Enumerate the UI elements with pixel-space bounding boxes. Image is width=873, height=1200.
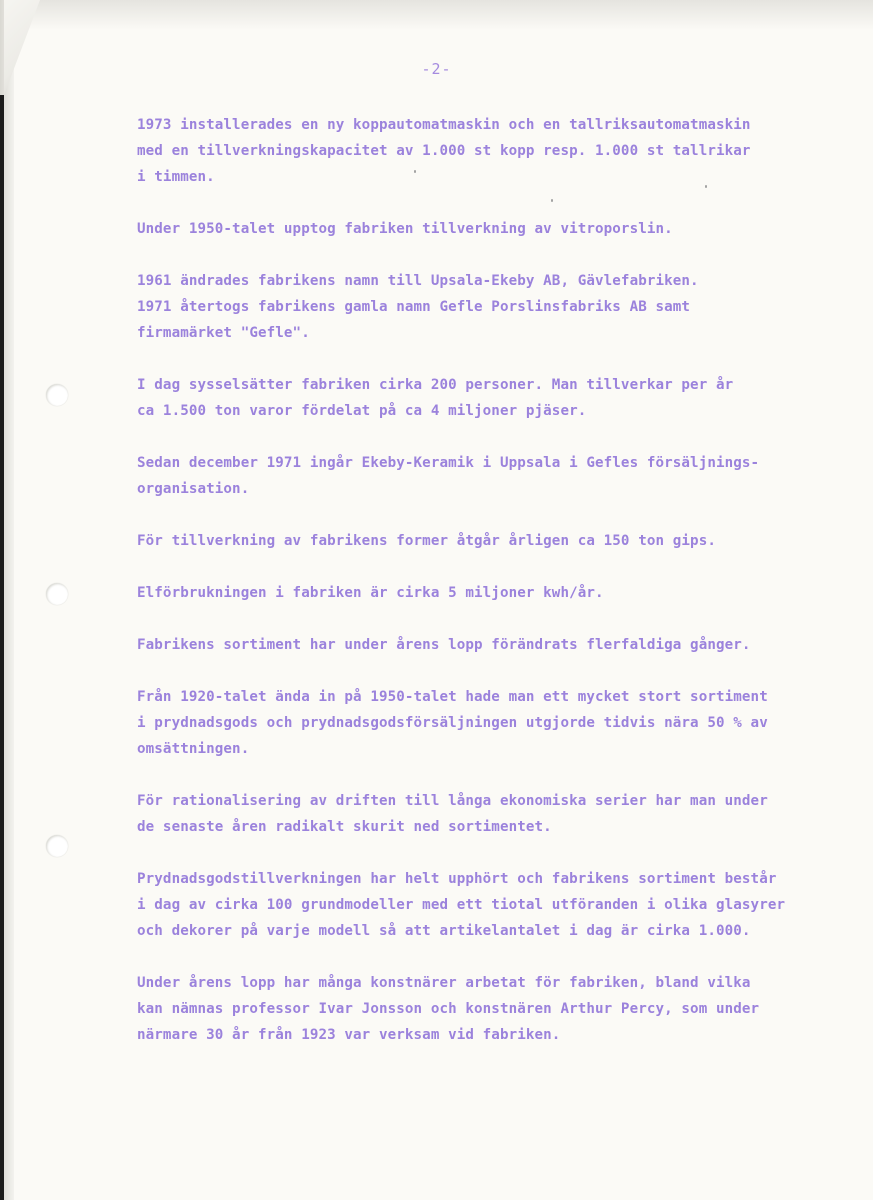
punch-hole bbox=[46, 384, 68, 406]
text-line: organisation. bbox=[137, 481, 250, 497]
text-line: Prydnadsgodstillverkningen har helt upphört och fabrikens sortiment består bbox=[137, 871, 777, 887]
paragraph bbox=[137, 684, 837, 762]
text-line: 1961 ändrades fabrikens namn till Upsala-Ekeby AB, Gävlefabriken. bbox=[137, 273, 699, 289]
text-line: och dekorer på varje modell så att artikelantalet i dag är cirka 1.000. bbox=[137, 923, 751, 939]
text-line: Elförbrukningen i fabriken är cirka 5 miljoner kwh/år. bbox=[137, 585, 604, 601]
folded-corner bbox=[4, 0, 40, 95]
punch-hole bbox=[46, 583, 68, 605]
text-line: Fabrikens sortiment har under årens lopp förändrats flerfaldiga gånger. bbox=[137, 637, 751, 653]
paragraph bbox=[137, 372, 837, 424]
paragraph bbox=[137, 632, 837, 658]
paragraph bbox=[137, 528, 837, 554]
text-line: i dag av cirka 100 grundmodeller med ett tiotal utföranden i olika glasyrer bbox=[137, 897, 786, 913]
paragraph bbox=[137, 268, 837, 346]
text-line: 1971 återtogs fabrikens gamla namn Gefle Porslinsfabriks AB samt bbox=[137, 299, 691, 315]
text-line: Under årens lopp har många konstnärer arbetat för fabriken, bland vilka bbox=[137, 975, 751, 991]
paper-top-edge bbox=[14, 0, 873, 30]
paragraph bbox=[137, 970, 837, 1048]
text-line: I dag sysselsätter fabriken cirka 200 personer. Man tillverkar per år bbox=[137, 377, 734, 393]
text-line: de senaste åren radikalt skurit ned sortimentet. bbox=[137, 819, 552, 835]
page-number: -2- bbox=[421, 60, 452, 78]
text-line: ca 1.500 ton varor fördelat på ca 4 miljoner pjäser. bbox=[137, 403, 587, 419]
text-line: Under 1950-talet upptog fabriken tillverkning av vitroporslin. bbox=[137, 221, 673, 237]
text-line: närmare 30 år från 1923 var verksam vid fabriken. bbox=[137, 1027, 561, 1043]
text-line: firmamärket "Gefle". bbox=[137, 325, 310, 341]
paragraph bbox=[137, 450, 837, 502]
text-line: kan nämnas professor Ivar Jonsson och konstnären Arthur Percy, som under bbox=[137, 1001, 760, 1017]
paragraph bbox=[137, 112, 837, 190]
text-line: i prydnadsgods och prydnadsgodsförsäljningen utgjorde tidvis nära 50 % av bbox=[137, 715, 768, 731]
text-line: Från 1920-talet ända in på 1950-talet hade man ett mycket stort sortiment bbox=[137, 689, 768, 705]
paragraph bbox=[137, 788, 837, 840]
typewritten-text bbox=[137, 112, 837, 1074]
paragraph bbox=[137, 866, 837, 944]
punch-hole bbox=[46, 835, 68, 857]
text-line: 1973 installerades en ny koppautomatmaskin och en tallriksautomatmaskin bbox=[137, 117, 751, 133]
paragraph bbox=[137, 216, 837, 242]
text-line: För rationalisering av driften till långa ekonomiska serier har man under bbox=[137, 793, 768, 809]
text-line: Sedan december 1971 ingår Ekeby-Keramik i Uppsala i Gefles försäljnings- bbox=[137, 455, 760, 471]
text-line: För tillverkning av fabrikens former åtgår årligen ca 150 ton gips. bbox=[137, 533, 716, 549]
text-line: omsättningen. bbox=[137, 741, 250, 757]
paragraph bbox=[137, 580, 837, 606]
text-line: med en tillverkningskapacitet av 1.000 st kopp resp. 1.000 st tallrikar bbox=[137, 143, 751, 159]
text-line: i timmen. bbox=[137, 169, 215, 185]
scan-shadow bbox=[0, 95, 4, 1200]
